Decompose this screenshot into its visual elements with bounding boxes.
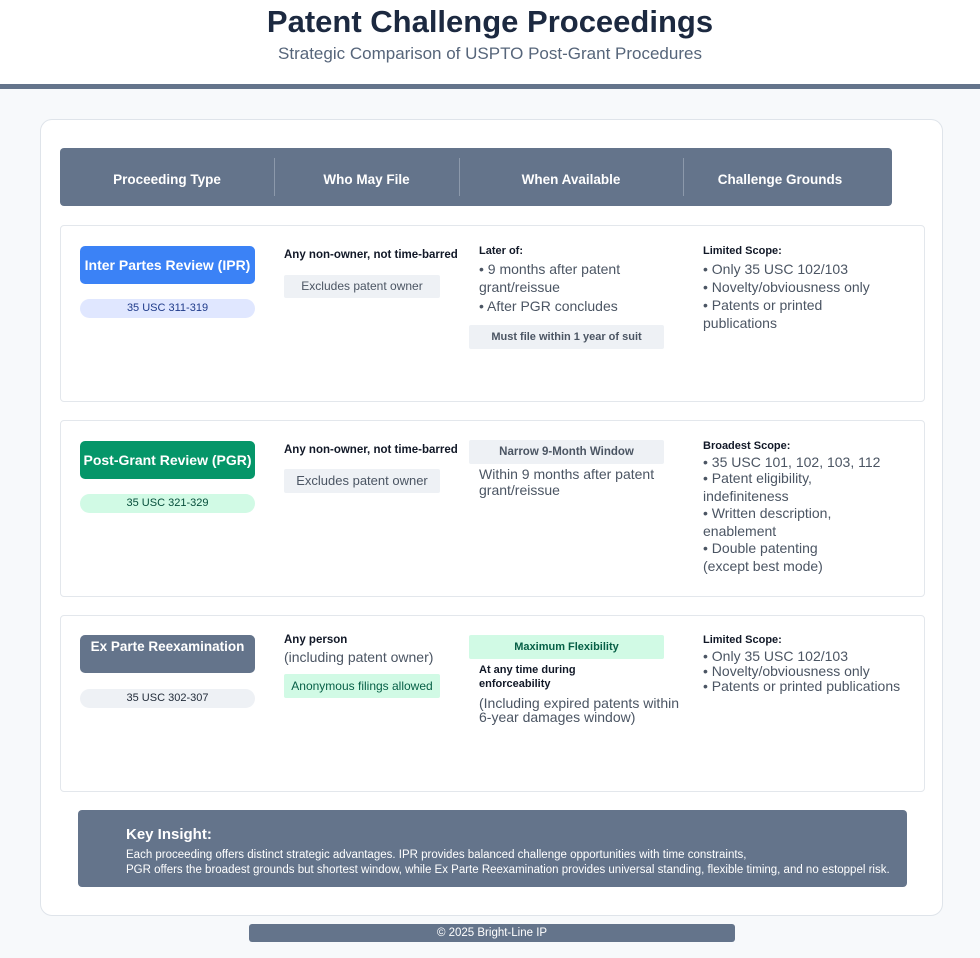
statute-badge-ex-parte: 35 USC 302-307 [80,689,255,708]
when-note-ipr: Must file within 1 year of suit [469,325,664,349]
footer-copyright: © 2025 Bright-Line IP [249,924,735,942]
grounds-item-pgr-1: • 35 USC 101, 102, 103, 112 [703,454,881,470]
statute-badge-ipr: 35 USC 311-319 [80,299,255,318]
grounds-label-pgr: Broadest Scope: [703,440,791,452]
header-divider [0,84,980,89]
column-header-challenge-grounds: Challenge Grounds [717,172,843,187]
proceeding-pill-ipr: Inter Partes Review (IPR) [80,246,255,284]
grounds-item-ex-parte-3: • Patents or printed publications [703,678,901,694]
when-bold-ex-parte: At any time during enforceability [479,664,576,690]
page-header [0,0,980,86]
who-note-ex-parte: Anonymous filings allowed [284,674,440,698]
when-label-pgr: Narrow 9-Month Window [469,440,664,464]
grounds-item-pgr-3: • Written description, enablement [703,505,832,539]
key-insight-line: Each proceeding offers distinct strategic advantages. IPR provides balanced challenge opportunities with time constraints, [126,849,747,861]
proceeding-pill-pgr: Post-Grant Review (PGR) [80,441,255,479]
key-insight-panel [78,810,907,887]
key-insight-body [126,848,916,878]
grounds-item-ipr-1: • Only 35 USC 102/103 [703,261,848,277]
who-note-pgr: Excludes patent owner [284,469,440,493]
when-text-ex-parte: (Including expired patents within 6-year damages window) [479,695,680,725]
who-sub-ex-parte: (including patent owner) [284,649,434,665]
who-may-file-ipr: Any non-owner, not time-barred [284,249,458,261]
grounds-item-pgr-2: • Patent eligibility, indefiniteness [703,470,812,504]
when-text-pgr: Within 9 months after patent grant/reissue [479,466,655,498]
who-may-file-pgr: Any non-owner, not time-barred [284,444,458,456]
key-insight-line: PGR offers the broadest grounds but shortest window, while Ex Parte Reexamination provides universal standing, flexible timing, and no estoppel risk. [126,864,890,876]
grounds-item-ipr-2: • Novelty/obviousness only [703,279,870,295]
grounds-item-ex-parte-1: • Only 35 USC 102/103 [703,648,848,664]
grounds-item-ex-parte-2: • Novelty/obviousness only [703,663,870,679]
page-subtitle: Strategic Comparison of USPTO Post-Grant Procedures [278,44,702,63]
key-insight-heading: Key Insight: [126,826,212,843]
grounds-label-ipr: Limited Scope: [703,245,782,257]
when-item-ipr-2: • After PGR concludes [479,298,618,314]
proceeding-pill-ex-parte: Ex Parte Reexamination [80,635,255,673]
when-item-ipr-1: • 9 months after patent grant/reissue [479,261,621,295]
column-header-proceeding-type: Proceeding Type [113,172,221,187]
when-label-ex-parte: Maximum Flexibility [469,635,664,659]
statute-badge-pgr: 35 USC 321-329 [80,494,255,513]
column-header-who-may-file: Who May File [323,172,410,187]
grounds-item-ipr-3: • Patents or printed publications [703,297,823,331]
who-note-ipr: Excludes patent owner [284,275,440,298]
table-header [60,148,892,206]
grounds-item-pgr-4: • Double patenting (except best mode) [703,540,823,574]
page-title: Patent Challenge Proceedings [266,4,714,39]
column-header-when-available: When Available [521,172,621,187]
when-label-ipr: Later of: [479,245,523,257]
who-may-file-ex-parte: Any person [284,634,348,646]
grounds-label-ex-parte: Limited Scope: [703,634,782,646]
